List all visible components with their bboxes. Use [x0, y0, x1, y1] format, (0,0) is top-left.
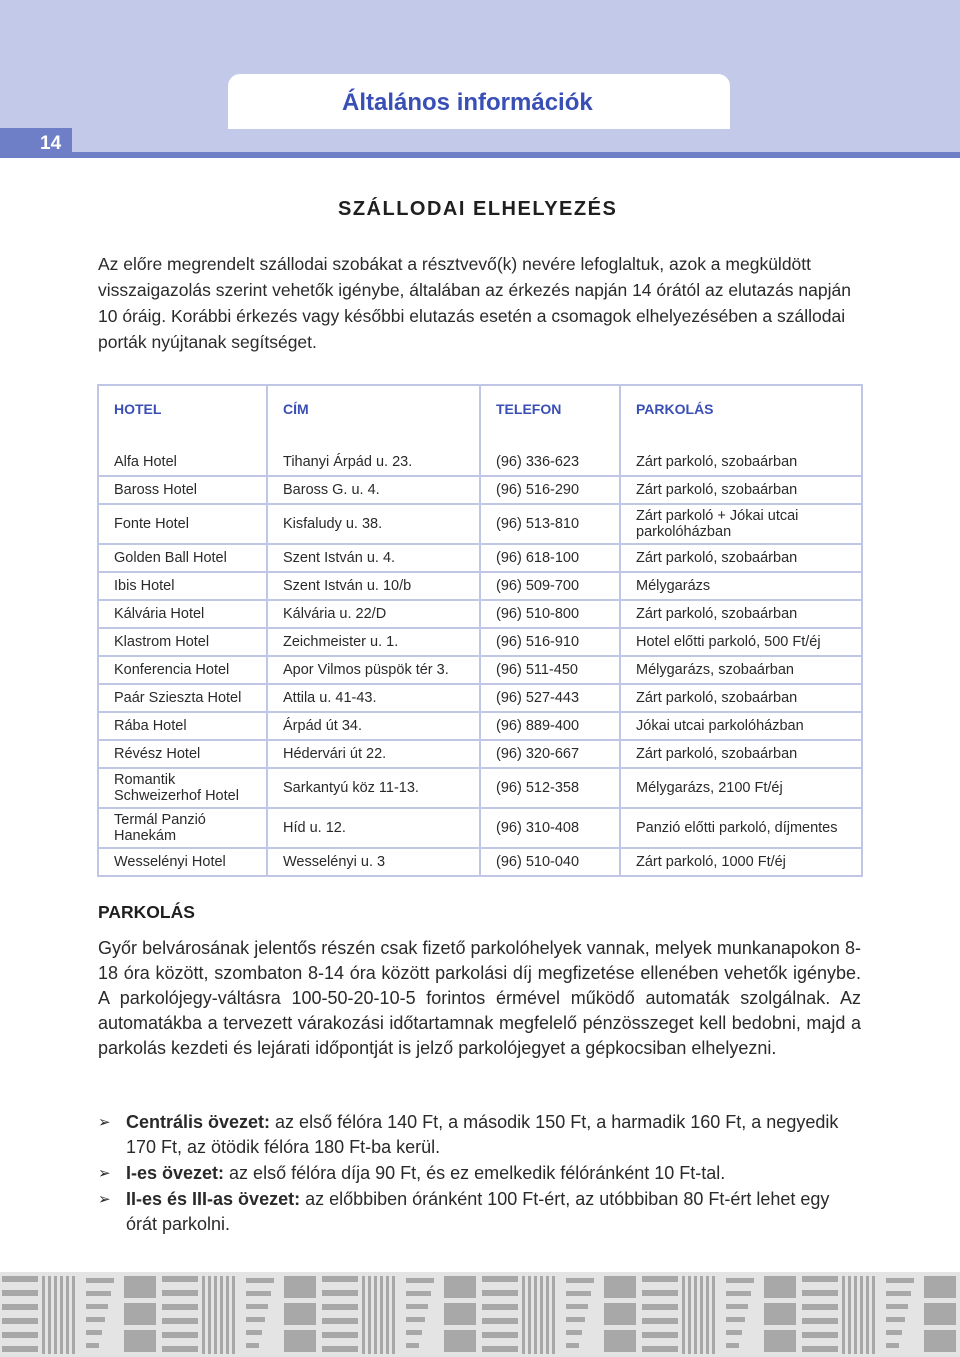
- zone-list: [98, 1110, 858, 1238]
- hotel-parking-cell: Mélygarázs: [620, 572, 862, 600]
- hotel-name-cell: Ibis Hotel: [98, 572, 267, 600]
- hotel-name-cell: Kálvária Hotel: [98, 600, 267, 628]
- hotel-address-cell: Szent István u. 10/b: [267, 572, 480, 600]
- hotel-name-cell: Termál Panzió Hanekám: [98, 808, 267, 848]
- hotel-phone-cell: (96) 889-400: [480, 712, 620, 740]
- list-item: [98, 1110, 858, 1160]
- column-header-hotel: HOTEL: [114, 401, 162, 417]
- hotel-address-cell: Tihanyi Árpád u. 23.: [267, 449, 480, 476]
- table-row: [98, 768, 862, 808]
- hotel-phone-cell: (96) 512-358: [480, 768, 620, 808]
- table-row: [98, 808, 862, 848]
- parking-title: PARKOLÁS: [98, 902, 195, 922]
- table-row: [98, 656, 862, 684]
- hotel-phone-cell: (96) 513-810: [480, 504, 620, 544]
- parking-paragraph: Győr belvárosának jelentős részén csak fizető parkolóhelyek vannak, melyek munkanapokon 8-18 óra között, szombaton 8-14 óra között parkolási díj megfizetése ellenében vehetők igénybe. A parkolójegy-váltásra 100-50-20-10-5 forintos érmével működő automaták szolgálnak. Az automatákba a tervezett várakozási időtartamnak megfelelő pénzösszeget kell bedobni, majd a parkolás kezdeti és lejárati időpontját is jelző parkolójegyet a gépkocsiban elhelyezni.: [98, 938, 861, 1058]
- hotel-parking-cell: Mélygarázs, 2100 Ft/éj: [620, 768, 862, 808]
- zone-text: az előbbiben óránként 100 Ft-ért, az utóbbiban 80 Ft-ért lehet egy órát parkolni.: [126, 1189, 830, 1234]
- list-item: [98, 1187, 858, 1237]
- hotel-address-cell: Sarkantyú köz 11-13.: [267, 768, 480, 808]
- hotel-phone-cell: (96) 320-667: [480, 740, 620, 768]
- hotel-parking-cell: Zárt parkoló, 1000 Ft/éj: [620, 848, 862, 876]
- hotel-address-cell: Árpád út 34.: [267, 712, 480, 740]
- zone-text: az első félóra 140 Ft, a második 150 Ft, a harmadik 160 Ft, a negyedik 170 Ft, az ötödik félóra 180 Ft-ba kerül.: [126, 1112, 839, 1157]
- hotel-address-cell: Attila u. 41-43.: [267, 684, 480, 712]
- table-row: [98, 544, 862, 572]
- hotel-parking-cell: Zárt parkoló, szobaárban: [620, 600, 862, 628]
- hotel-table-body: [98, 449, 862, 876]
- hotel-name-cell: Rába Hotel: [98, 712, 267, 740]
- header-rule: [0, 152, 960, 158]
- title-box: [228, 74, 730, 129]
- hotel-phone-cell: (96) 511-450: [480, 656, 620, 684]
- table-header-row: [98, 385, 862, 449]
- hotel-parking-cell: Zárt parkoló, szobaárban: [620, 544, 862, 572]
- column-header-parking: PARKOLÁS: [620, 385, 862, 449]
- hotel-phone-cell: (96) 336-623: [480, 449, 620, 476]
- table-row: [98, 572, 862, 600]
- arrow-bullet-icon: ➢: [98, 1165, 111, 1182]
- column-header-phone: TELEFON: [480, 385, 620, 449]
- hotel-parking-cell: Jókai utcai parkolóházban: [620, 712, 862, 740]
- hotel-parking-cell: Panzió előtti parkoló, díjmentes: [620, 808, 862, 848]
- hotel-parking-cell: Zárt parkoló, szobaárban: [620, 476, 862, 504]
- hotel-address-cell: Hédervári út 22.: [267, 740, 480, 768]
- hotel-address-cell: Kálvária u. 22/D: [267, 600, 480, 628]
- hotel-name-cell: Golden Ball Hotel: [98, 544, 267, 572]
- table-row: [98, 504, 862, 544]
- table-row: [98, 449, 862, 476]
- zone-label: Centrális övezet:: [126, 1112, 271, 1132]
- hotel-name-cell: Fonte Hotel: [98, 504, 267, 544]
- hotel-phone-cell: (96) 516-910: [480, 628, 620, 656]
- hotel-name-cell: Alfa Hotel: [114, 454, 177, 470]
- hotel-name-cell: Romantik Schweizerhof Hotel: [98, 768, 267, 808]
- page-number-tab: [0, 128, 72, 158]
- page-title: Általános információk: [342, 89, 593, 116]
- hotel-name-cell: Wesselényi Hotel: [98, 848, 267, 876]
- zone-label: II-es és III-as övezet:: [126, 1189, 301, 1209]
- hotel-parking-cell: Zárt parkoló + Jókai utcai parkolóházban: [620, 504, 862, 544]
- table-row: [98, 684, 862, 712]
- hotel-address-cell: Apor Vilmos püspök tér 3.: [267, 656, 480, 684]
- table-row: [98, 476, 862, 504]
- hotel-address-cell: Híd u. 12.: [267, 808, 480, 848]
- intro-paragraph: Az előre megrendelt szállodai szobákat a résztvevő(k) nevére lefoglaltuk, azok a megküldött visszaigazolás szerint vehetők igénybe, általában az érkezés napján 14 órától az elutazás napján 10 óráig. Korábbi érkezés vagy későbbi elutazás esetén a csomagok elhelyezésében a szállodai porták nyújtanak segítséget.: [98, 254, 851, 352]
- hotel-phone-cell: (96) 516-290: [480, 476, 620, 504]
- hotel-name-cell: Baross Hotel: [98, 476, 267, 504]
- table-row: [98, 628, 862, 656]
- hotel-phone-cell: (96) 510-800: [480, 600, 620, 628]
- hotel-name-cell: Klastrom Hotel: [98, 628, 267, 656]
- hotel-phone-cell: (96) 310-408: [480, 808, 620, 848]
- hotel-name-cell: Konferencia Hotel: [98, 656, 267, 684]
- hotel-parking-cell: Zárt parkoló, szobaárban: [620, 449, 862, 476]
- hotel-phone-cell: (96) 509-700: [480, 572, 620, 600]
- hotel-phone-cell: (96) 618-100: [480, 544, 620, 572]
- zone-label: I-es övezet:: [126, 1163, 225, 1183]
- column-header-address: CÍM: [267, 385, 480, 449]
- decorative-footer-pattern: [0, 1272, 960, 1357]
- table-row: [98, 712, 862, 740]
- zone-text: az első félóra díja 90 Ft, és ez emelkedik félóránként 10 Ft-tal.: [224, 1163, 726, 1183]
- page-number: 14: [40, 133, 62, 154]
- hotel-address-cell: Kisfaludy u. 38.: [267, 504, 480, 544]
- hotel-name-cell: Révész Hotel: [98, 740, 267, 768]
- hotel-parking-cell: Zárt parkoló, szobaárban: [620, 684, 862, 712]
- hotel-phone-cell: (96) 510-040: [480, 848, 620, 876]
- hotel-phone-cell: (96) 527-443: [480, 684, 620, 712]
- hotel-parking-cell: Zárt parkoló, szobaárban: [620, 740, 862, 768]
- hotel-parking-cell: Hotel előtti parkoló, 500 Ft/éj: [620, 628, 862, 656]
- arrow-bullet-icon: ➢: [98, 1191, 111, 1208]
- table-row: [98, 740, 862, 768]
- hotel-address-cell: Baross G. u. 4.: [267, 476, 480, 504]
- hotel-name-cell: Paár Szieszta Hotel: [98, 684, 267, 712]
- table-row: [98, 848, 862, 876]
- hotel-address-cell: Zeichmeister u. 1.: [267, 628, 480, 656]
- list-item: [98, 1161, 858, 1186]
- arrow-bullet-icon: ➢: [98, 1114, 111, 1131]
- table-row: [98, 600, 862, 628]
- hotel-address-cell: Wesselényi u. 3: [267, 848, 480, 876]
- section-title: SZÁLLODAI ELHELYEZÉS: [338, 198, 618, 220]
- hotel-parking-cell: Mélygarázs, szobaárban: [620, 656, 862, 684]
- hotel-address-cell: Szent István u. 4.: [267, 544, 480, 572]
- hotel-table: [97, 384, 863, 877]
